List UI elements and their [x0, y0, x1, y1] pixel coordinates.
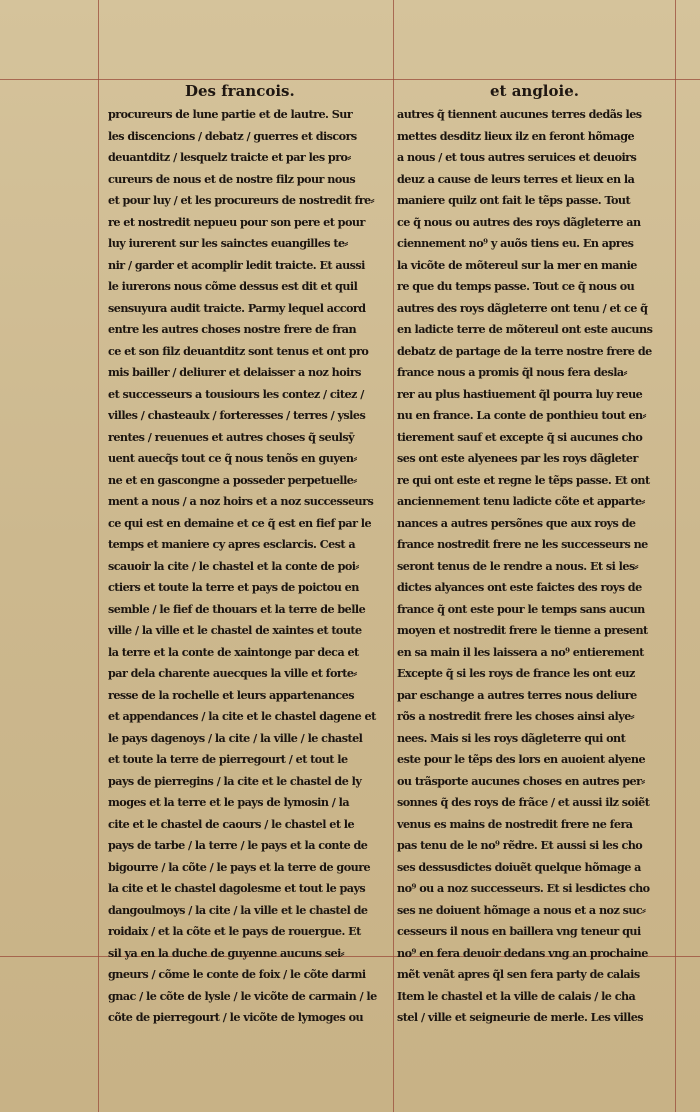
text-line: la terre et la conte de xaintonge par deca et: [108, 644, 359, 659]
text-line: no⁹ ou a noz successeurs. Et si lesdictes cho: [397, 881, 650, 895]
text-line: ce et son filz deuantditz sont tenus et ont pro: [108, 343, 369, 358]
text-line: le pays dagenoys / la cite / la ville / le chastel: [108, 730, 363, 745]
text-line: entre les autres choses nostre frere de fran: [108, 322, 357, 336]
text-line: no⁹ en fera deuoir dedans vng an prochaine: [397, 945, 648, 960]
text-line: luy iurerent sur les sainctes euangilles te⸗: [108, 236, 348, 250]
text-line: Item le chastel et la ville de calais / le cha: [397, 988, 636, 1003]
text-line: par dela charente auecques la ville et forte⸗: [108, 666, 357, 680]
text-line: ses ne doiuent hõmage a nous et a noz suc⸗: [397, 902, 646, 917]
text-line: re que du temps passe. Tout ce q̃ nous ou: [397, 279, 635, 293]
text-line: pays de tarbe / la terre / le pays et la conte de: [108, 838, 368, 852]
text-line: debatz de partage de la terre nostre frere de: [397, 343, 652, 358]
text-line: la vicõte de mõtereul sur la mer en manie: [397, 257, 637, 272]
text-line: nir / garder et acomplir ledit traicte. Et aussi: [108, 257, 365, 272]
text-line: et toute la terre de pierregourt / et tout le: [108, 752, 348, 766]
text-line: la cite et le chastel dagolesme et tout le pays: [108, 881, 366, 895]
text-line: cureurs de nous et de nostre filz pour nous: [108, 171, 356, 186]
text-line: moyen et nostredit frere le tienne a present: [397, 623, 648, 637]
text-line: nu en france. La conte de ponthieu tout en⸗: [397, 408, 646, 422]
text-line: cite et le chastel de caours / le chastel et le: [108, 816, 355, 831]
text-line: gneurs / cõme le conte de foix / le cõte darmi: [108, 967, 366, 981]
text-line: tierement sauf et excepte q̃ si aucunes cho: [397, 429, 643, 444]
text-line: les discencions / debatz / guerres et discors: [108, 128, 357, 143]
running-header-left: Des francois.: [185, 82, 295, 100]
text-line: ment a nous / a noz hoirs et a noz successeurs: [108, 494, 374, 508]
margin-rule-right: [675, 0, 676, 1112]
text-line: maniere quilz ont fait le tẽps passe. Tout: [397, 193, 631, 207]
text-column-right: [397, 104, 669, 1029]
text-line: ses dessusdictes doiuẽt quelque hõmage a: [397, 859, 641, 874]
text-line: en sa main il les laissera a no⁹ entierement: [397, 644, 644, 659]
margin-rule-left: [98, 0, 99, 1112]
text-line: et successeurs a tousiours les contez / citez /: [108, 386, 364, 401]
text-line: le iurerons nous cõme dessus est dit et quil: [108, 279, 358, 293]
text-line: ciennement no⁹ y auõs tiens eu. En apres: [397, 236, 634, 250]
text-line: deuz a cause de leurs terres et lieux en la: [397, 171, 635, 186]
text-column-left: [108, 104, 390, 1029]
text-line: moges et la terre et le pays de lymosin / la: [108, 795, 350, 809]
text-line: scauoir la cite / le chastel et la conte de poi⸗: [108, 558, 359, 573]
text-line: ce q̃ nous ou autres des roys dãgleterre an: [397, 214, 641, 229]
text-line: rõs a nostredit frere les choses ainsi alye⸗: [397, 709, 634, 723]
text-line: roidaix / et la cõte et le pays de rouergue. Et: [108, 924, 361, 938]
text-line: et appendances / la cite et le chastel dagene et: [108, 709, 376, 723]
text-line: anciennement tenu ladicte cõte et apparte⸗: [397, 494, 645, 508]
text-line: sensuyura audit traicte. Parmy lequel accord: [108, 300, 366, 315]
text-line: france q̃ ont este pour le temps sans aucun: [397, 601, 645, 616]
text-line: ne et en gascongne a posseder perpetuelle⸗: [108, 472, 357, 487]
text-line: ville / la ville et le chastel de xaintes et toute: [108, 623, 362, 637]
text-line: Excepte q̃ si les roys de france les ont euz: [397, 666, 635, 680]
text-line: ses ont este alyenees par les roys dãgleter: [397, 451, 638, 465]
text-line: cesseurs il nous en baillera vng teneur qui: [397, 924, 641, 938]
text-line: pas tenu de le no⁹ rẽdre. Et aussi si les cho: [397, 838, 643, 852]
text-line: nances a autres persõnes que aux roys de: [397, 515, 636, 530]
text-line: rer au plus hastiuement q̃l pourra luy reue: [397, 386, 643, 401]
text-line: dangoulmoys / la cite / la ville et le chastel de: [108, 902, 368, 917]
text-line: ctiers et toute la terre et pays de poictou en: [108, 580, 359, 594]
text-line: pays de pierregins / la cite et le chastel de ly: [108, 773, 362, 788]
text-line: resse de la rochelle et leurs appartenances: [108, 687, 354, 702]
text-line: sonnes q̃ des roys de frãce / et aussi ilz soiẽt: [397, 795, 650, 809]
text-line: rentes / reuenues et autres choses q̃ seulsȳ: [108, 429, 355, 444]
text-line: procureurs de lune partie et de lautre. Sur: [108, 107, 353, 121]
text-line: dictes alyances ont este faictes des roys de: [397, 580, 642, 594]
text-line: a nous / et tous autres seruices et deuoirs: [397, 150, 637, 164]
text-line: gnac / le cõte de lysle / le vicõte de carmain / le: [108, 988, 377, 1003]
text-line: ou trãsporte aucunes choses en autres per⸗: [397, 773, 645, 788]
text-line: sil ya en la duche de guyenne aucuns sei⸗: [108, 945, 344, 960]
text-line: semble / le fief de thouars et la terre de belle: [108, 601, 366, 616]
text-line: uent auecq̃s tout ce q̃ nous tenõs en guyen⸗: [108, 451, 357, 465]
text-line: en ladicte terre de mõtereul ont este aucuns: [397, 322, 653, 336]
text-line: villes / chasteaulx / forteresses / terres / ysles: [108, 408, 366, 422]
text-line: cõte de pierregourt / le vicõte de lymoges ou: [108, 1010, 364, 1024]
running-header-right: et angloie.: [490, 82, 579, 100]
text-line: ce qui est en demaine et ce q̃ est en fief par le: [108, 515, 372, 530]
text-line: seront tenus de le rendre a nous. Et si les⸗: [397, 558, 638, 573]
text-line: este pour le tẽps des lors en auoient alyene: [397, 752, 646, 766]
text-line: france nous a promis q̃l nous fera desla⸗: [397, 365, 627, 379]
text-line: stel / ville et seigneurie de merle. Les villes: [397, 1010, 644, 1024]
margin-rule-center: [393, 0, 394, 1112]
text-line: bigourre / la cõte / le pays et la terre de goure: [108, 859, 371, 874]
text-line: deuantditz / lesquelz traicte et par les pro⸗: [108, 150, 351, 164]
text-line: re qui ont este et regne le tẽps passe. Et ont: [397, 472, 650, 487]
text-line: mis bailler / deliurer et delaisser a noz hoirs: [108, 365, 361, 379]
text-line: mẽt venãt apres q̃l sen fera party de calais: [397, 967, 640, 981]
text-line: et pour luy / et les procureurs de nostredit fre⸗: [108, 193, 374, 207]
text-line: autres q̃ tiennent aucunes terres dedãs les: [397, 107, 642, 121]
margin-rule-top: [0, 79, 700, 80]
text-line: venus es mains de nostredit frere ne fera: [397, 816, 633, 831]
text-line: autres des roys dãgleterre ont tenu / et ce q̃: [397, 300, 648, 315]
text-line: france nostredit frere ne les successeurs ne: [397, 537, 648, 551]
text-line: temps et maniere cy apres esclarcis. Cest a: [108, 537, 356, 551]
text-line: re et nostredit nepueu pour son pere et pour: [108, 214, 365, 229]
text-line: par eschange a autres terres nous deliure: [397, 687, 637, 702]
text-line: nees. Mais si les roys dãgleterre qui ont: [397, 730, 626, 745]
text-line: mettes desditz lieux ilz en feront hõmage: [397, 128, 635, 143]
